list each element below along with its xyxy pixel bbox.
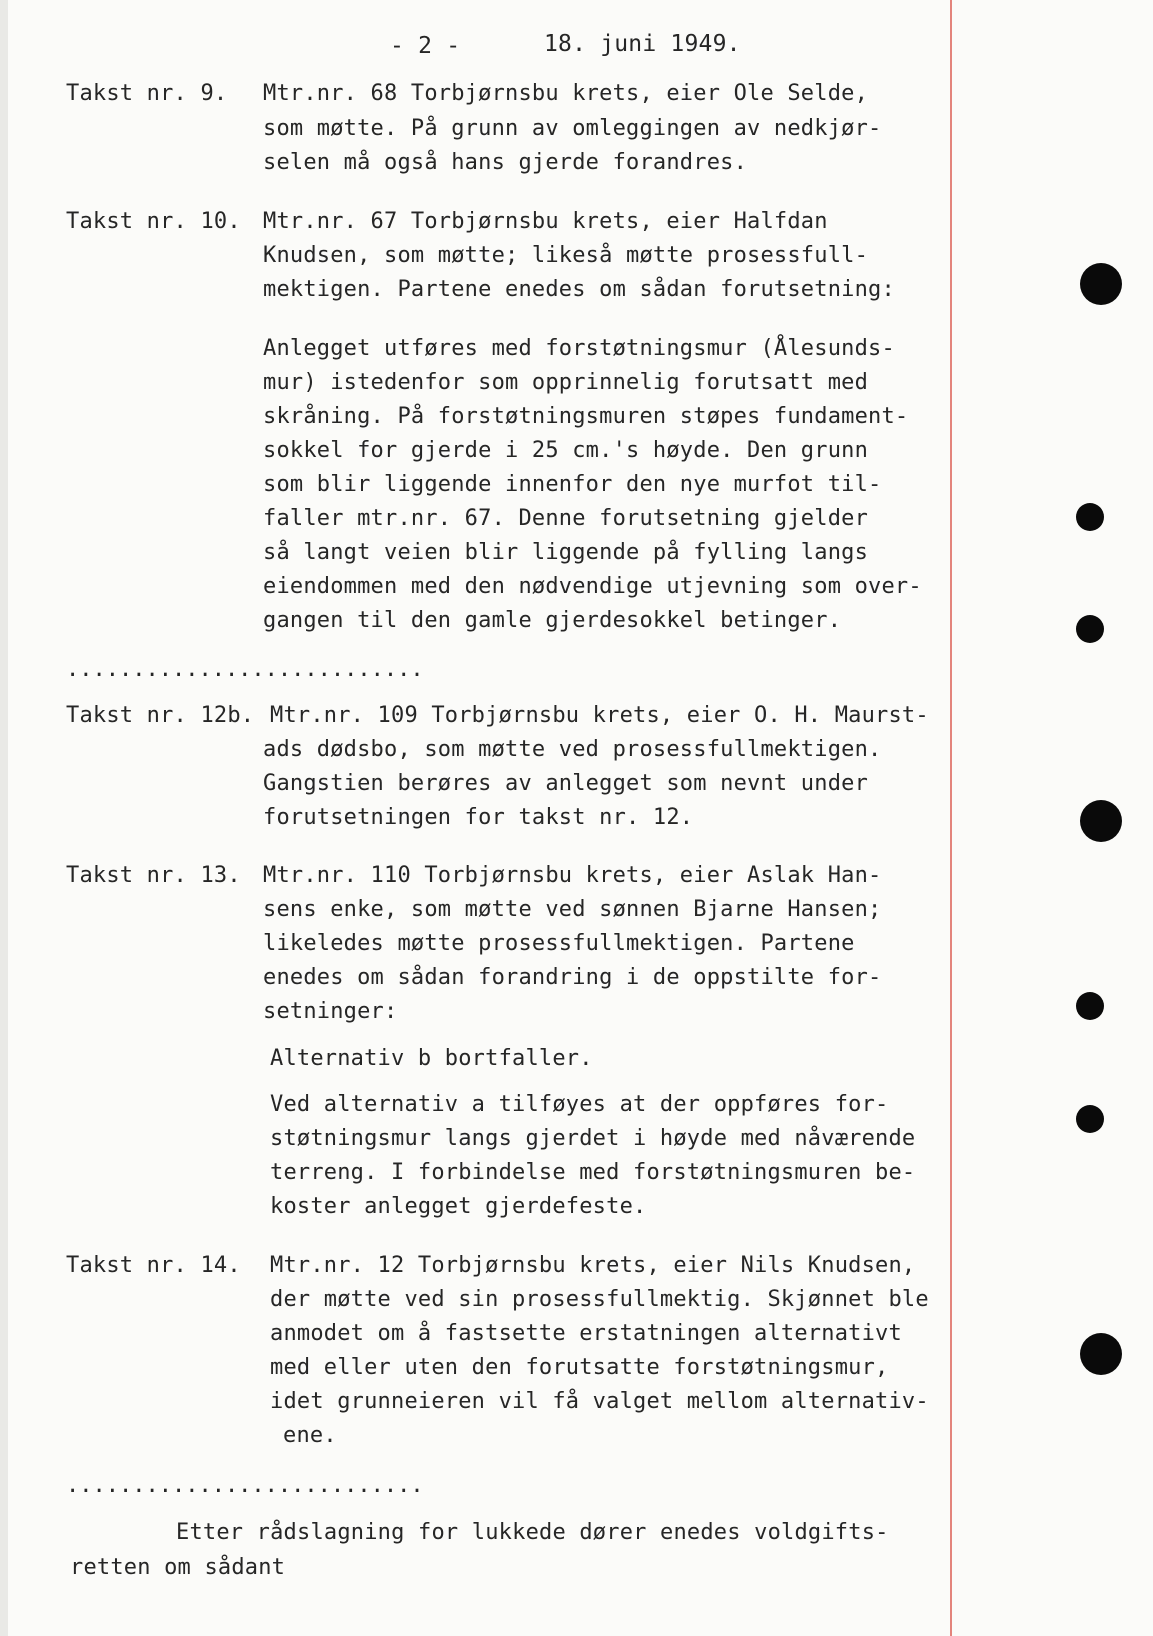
entry-text-line: mektigen. Partene enedes om sådan forutsetning:: [263, 277, 895, 302]
entry-text-line: som møtte. På grunn av omleggingen av nedkjør-: [263, 116, 882, 141]
entry-text-line: selen må også hans gjerde forandres.: [263, 150, 748, 175]
entry-label: Takst nr. 13.: [66, 863, 241, 888]
entry-text-line: Mtr.nr. 110 Torbjørnsbu krets, eier Aslak Han-: [263, 863, 882, 888]
entry-text-line: Gangstien berøres av anlegget som nevnt under: [263, 771, 869, 796]
closing-line: Etter rådslagning for lukkede dører enedes voldgifts-: [176, 1520, 889, 1545]
alternative-a-line: støtningsmur langs gjerdet i høyde med nåværende: [270, 1126, 916, 1151]
entry-text-line: Knudsen, som møtte; likeså møtte prosessfull-: [263, 243, 869, 268]
condition-paragraph-line: så langt veien blir liggende på fylling langs: [263, 540, 869, 565]
page-number: - 2 -: [390, 33, 461, 59]
alternative-a-line: koster anlegget gjerdefeste.: [270, 1194, 647, 1219]
entry-label: Takst nr. 9.: [66, 81, 228, 106]
punch-hole: [1076, 503, 1104, 531]
document-date: 18. juni 1949.: [544, 31, 741, 57]
entry-text-line: Mtr.nr. 68 Torbjørnsbu krets, eier Ole Selde,: [263, 81, 869, 106]
entry-text-line: likeledes møtte prosessfullmektigen. Partene: [263, 931, 855, 956]
entry-label: Takst nr. 14.: [66, 1253, 241, 1278]
entry-text-line: setninger:: [263, 999, 398, 1024]
entry-text-line: sens enke, som møtte ved sønnen Bjarne Hansen;: [263, 897, 882, 922]
condition-paragraph-line: som blir liggende innenfor den nye murfot til-: [263, 472, 882, 497]
punch-hole: [1076, 992, 1104, 1020]
condition-paragraph-line: eiendommen med den nødvendige utjevning som over-: [263, 574, 922, 599]
closing-line: retten om sådant: [70, 1555, 286, 1580]
condition-paragraph-line: mur) istedenfor som opprinnelig forutsatt med: [263, 370, 869, 395]
entry-text-line: ene.: [283, 1423, 337, 1448]
condition-paragraph-line: faller mtr.nr. 67. Denne forutsetning gjelder: [263, 506, 869, 531]
condition-paragraph-line: Anlegget utføres med forstøtningsmur (Ålesunds-: [263, 336, 895, 361]
entry-text-line: idet grunneieren vil få valget mellom alternativ-: [270, 1389, 929, 1414]
punch-hole: [1076, 615, 1104, 643]
entry-text-line: Mtr.nr. 67 Torbjørnsbu krets, eier Halfdan: [263, 209, 828, 234]
punch-hole: [1076, 1105, 1104, 1133]
entry-text-line: forutsetningen for takst nr. 12.: [263, 805, 694, 830]
entry-text-line: ads dødsbo, som møtte ved prosessfullmektigen.: [263, 737, 882, 762]
alternative-a-line: terreng. I forbindelse med forstøtningsmuren be-: [270, 1160, 916, 1185]
entry-text-line: med eller uten den forutsatte forstøtningsmur,: [270, 1355, 889, 1380]
condition-paragraph-line: sokkel for gjerde i 25 cm.'s høyde. Den grunn: [263, 438, 869, 463]
entry-label: Takst nr. 10.: [66, 209, 241, 234]
alternative-a-line: Ved alternativ a tilføyes at der oppføres for-: [270, 1092, 889, 1117]
section-separator: ...........................: [66, 1473, 424, 1498]
entry-text-line: Mtr.nr. 12 Torbjørnsbu krets, eier Nils Knudsen,: [270, 1253, 916, 1278]
entry-label: Takst nr. 12b.: [66, 703, 255, 728]
alternative-b-text: Alternativ b bortfaller.: [270, 1046, 593, 1071]
punch-hole: [1080, 800, 1122, 842]
entry-text-line: anmodet om å fastsette erstatningen alternativt: [270, 1321, 902, 1346]
condition-paragraph-line: skråning. På forstøtningsmuren støpes fundament-: [263, 404, 909, 429]
punch-hole: [1080, 263, 1122, 305]
condition-paragraph-line: gangen til den gamle gjerdesokkel betinger.: [263, 608, 842, 633]
entry-text-line: Mtr.nr. 109 Torbjørnsbu krets, eier O. H. Maurst-: [270, 703, 929, 728]
punch-hole: [1080, 1333, 1122, 1375]
entry-text-line: der møtte ved sin prosessfullmektig. Skjønnet ble: [270, 1287, 929, 1312]
section-separator: ...........................: [66, 657, 424, 682]
entry-text-line: enedes om sådan forandring i de oppstilte for-: [263, 965, 882, 990]
